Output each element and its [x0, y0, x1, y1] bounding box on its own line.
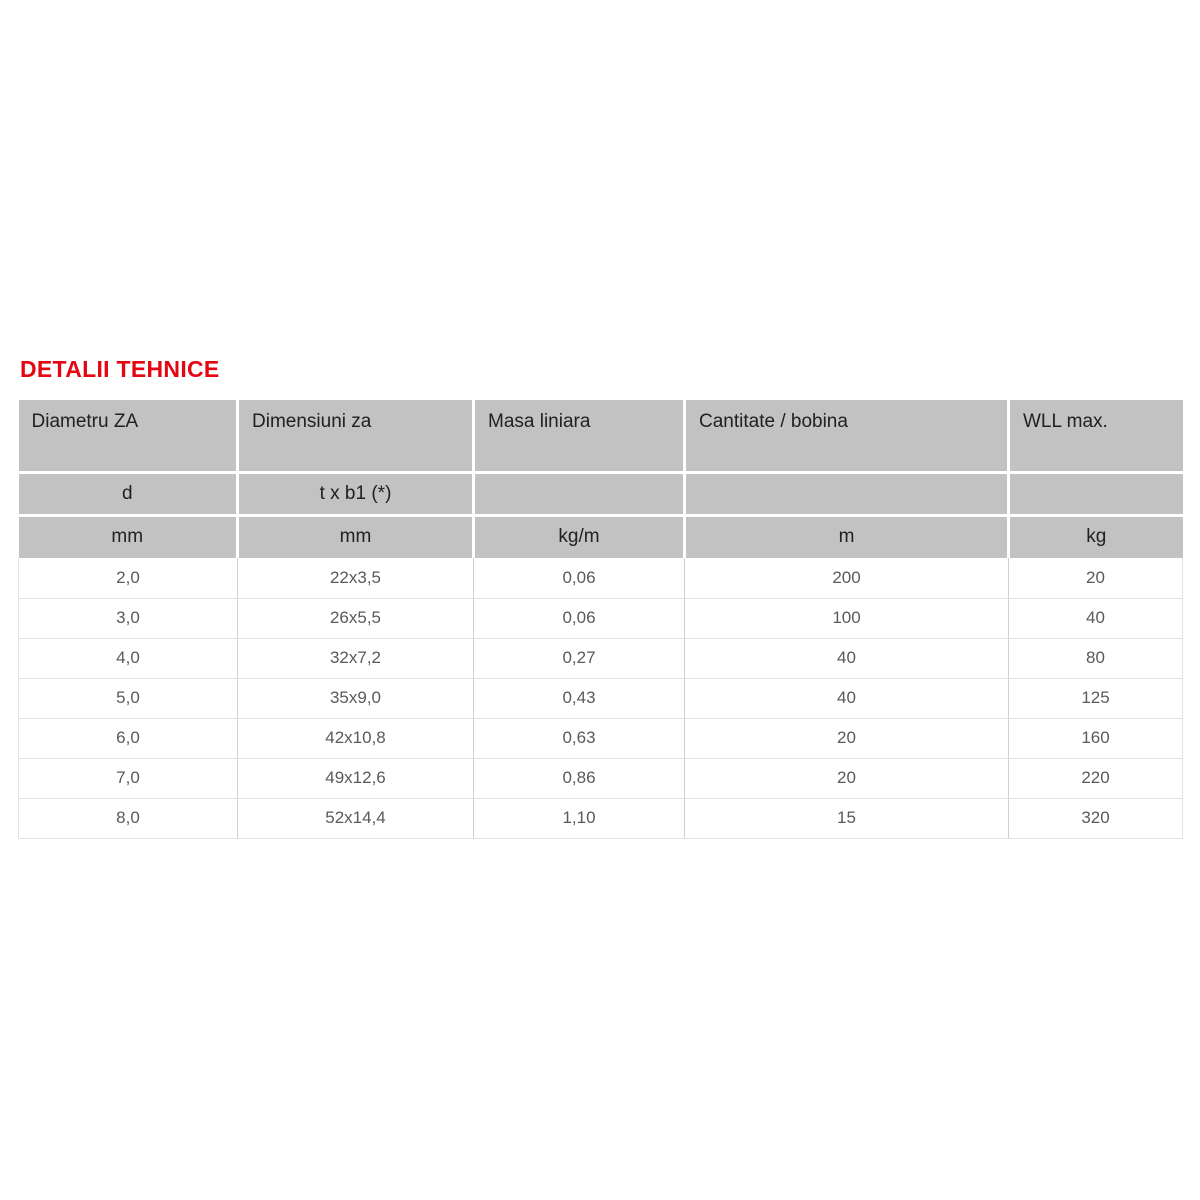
col-header-diametru-za: Diametru ZA: [19, 400, 238, 472]
table-row: [19, 678, 1183, 718]
unit-cell-kgm: kg/m: [474, 515, 685, 558]
unit-cell-kg: kg: [1009, 515, 1183, 558]
table-cell: 160: [1009, 718, 1183, 758]
table-cell: 20: [685, 758, 1009, 798]
table-cell: 20: [685, 718, 1009, 758]
table-row: [19, 638, 1183, 678]
table-row: [19, 718, 1183, 758]
table-cell: 220: [1009, 758, 1183, 798]
table-cell: 40: [1009, 598, 1183, 638]
section-title: DETALII TEHNICE: [20, 356, 220, 382]
table-cell: 15: [685, 798, 1009, 838]
table-cell: 32x7,2: [238, 638, 474, 678]
col-header-cantitate-bobina: Cantitate / bobina: [685, 400, 1009, 472]
symbol-cell-empty: [474, 472, 685, 515]
table-cell: 40: [685, 638, 1009, 678]
table-cell: 3,0: [19, 598, 238, 638]
table-cell: 42x10,8: [238, 718, 474, 758]
col-header-wll-max: WLL max.: [1009, 400, 1183, 472]
table-cell: 22x3,5: [238, 558, 474, 598]
table-cell: 2,0: [19, 558, 238, 598]
table-cell: 5,0: [19, 678, 238, 718]
header-group-row: [19, 400, 1183, 472]
table-cell: 8,0: [19, 798, 238, 838]
unit-cell-m: m: [685, 515, 1009, 558]
header-unit-row: [19, 515, 1183, 558]
header-symbol-row: [19, 472, 1183, 515]
symbol-cell-empty: [685, 472, 1009, 515]
table-cell: 100: [685, 598, 1009, 638]
table-cell: 26x5,5: [238, 598, 474, 638]
table-cell: 20: [1009, 558, 1183, 598]
unit-cell-mm: mm: [19, 515, 238, 558]
table-cell: 320: [1009, 798, 1183, 838]
table-row: [19, 598, 1183, 638]
table-row: [19, 758, 1183, 798]
table-cell: 0,86: [474, 758, 685, 798]
table-cell: 40: [685, 678, 1009, 718]
col-header-masa-liniara: Masa liniara: [474, 400, 685, 472]
col-header-dimensiuni-za: Dimensiuni za: [238, 400, 474, 472]
table-cell: 0,06: [474, 598, 685, 638]
table-cell: 125: [1009, 678, 1183, 718]
table-cell: 6,0: [19, 718, 238, 758]
table-cell: 7,0: [19, 758, 238, 798]
table-row: [19, 558, 1183, 598]
table-cell: 80: [1009, 638, 1183, 678]
table-cell: 49x12,6: [238, 758, 474, 798]
table-cell: 35x9,0: [238, 678, 474, 718]
unit-cell-mm: mm: [238, 515, 474, 558]
table-cell: 0,27: [474, 638, 685, 678]
table-cell: 0,06: [474, 558, 685, 598]
technical-details-table: [18, 400, 1183, 839]
symbol-cell-txb1: t x b1 (*): [238, 472, 474, 515]
table-cell: 1,10: [474, 798, 685, 838]
table-cell: 52x14,4: [238, 798, 474, 838]
table-cell: 0,43: [474, 678, 685, 718]
symbol-cell-d: d: [19, 472, 238, 515]
table-cell: 4,0: [19, 638, 238, 678]
table-cell: 200: [685, 558, 1009, 598]
table-row: [19, 798, 1183, 838]
symbol-cell-empty: [1009, 472, 1183, 515]
table-cell: 0,63: [474, 718, 685, 758]
